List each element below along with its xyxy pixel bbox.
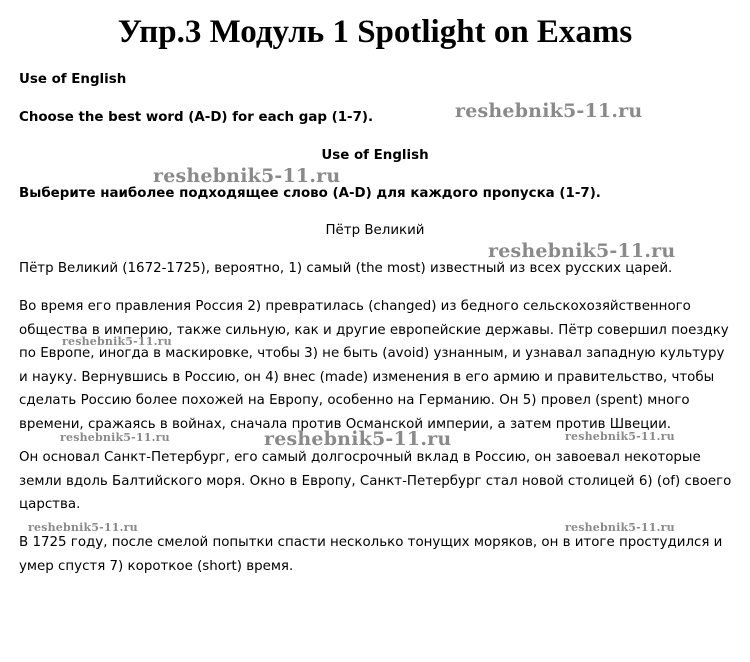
paragraph-3 [19, 446, 734, 517]
paragraph-line: общества в империю, также сильную, как и другие европейские державы. Пётр совершил поездку [19, 322, 729, 338]
heading-use-of-english-translation: Use of English [321, 148, 429, 163]
instruction-russian: Выберите наиболее подходящее слово (A-D) для каждого пропуска (1-7). [19, 186, 601, 201]
paragraph-line: по Европе, иногда в маскировке, чтобы 3) не быть (avoid) узнанным, и узнавал западную культуру [19, 346, 725, 361]
watermark: reshebnik5-11.ru [60, 431, 170, 444]
watermark: reshebnik5-11.ru [153, 165, 341, 187]
watermark: reshebnik5-11.ru [455, 100, 643, 122]
paragraph-line: времени, сражаясь в войнах, сначала против Османской империи, а затем против Швеции. [19, 416, 672, 432]
paragraph-line: умер спустя 7) короткое (short) время. [19, 558, 294, 574]
watermark: reshebnik5-11.ru [264, 428, 452, 450]
text-title: Пётр Великий [325, 223, 425, 238]
paragraph-line: царства. [19, 497, 81, 512]
paragraph-line: Он основал Санкт-Петербург, его самый долгосрочный вклад в Россию, он завоевал некоторые [19, 450, 701, 465]
watermark: reshebnik5-11.ru [488, 240, 676, 262]
paragraph-2 [19, 295, 734, 436]
paragraph-line: сделать Россию более похожей на Европу, особенно на Германию. Он 5) провел (spent) много [19, 393, 690, 408]
instruction-english: Choose the best word (A-D) for each gap (1-7). [19, 110, 374, 125]
paragraph-4 [19, 531, 734, 578]
watermark: reshebnik5-11.ru [565, 430, 675, 443]
watermark: reshebnik5-11.ru [62, 335, 172, 348]
paragraph-line: и науку. Вернувшись в Россию, он 4) внес (made) изменения в его армию и правительство, чтобы [19, 369, 715, 385]
paragraph-line: Во время его правления Россия 2) превратилась (changed) из бедного сельскохозяйственного [19, 299, 691, 314]
watermark: reshebnik5-11.ru [28, 521, 138, 534]
watermark: reshebnik5-11.ru [565, 521, 675, 534]
paragraph-line: земли вдоль Балтийского моря. Окно в Европу, Санкт-Петербург стал новой столицей 6) (of) своего [19, 473, 732, 489]
heading-use-of-english: Use of English [19, 72, 127, 87]
paragraph-line: В 1725 году, после смелой попытки спасти несколько тонущих моряков, он в итоге простудился и [19, 535, 723, 550]
page-title: Упр.3 Модуль 1 Spotlight on Exams [117, 14, 633, 50]
paragraph-line: Пётр Великий (1672-1725), вероятно, 1) самый (the most) известный из всех русских царей. [19, 261, 673, 276]
